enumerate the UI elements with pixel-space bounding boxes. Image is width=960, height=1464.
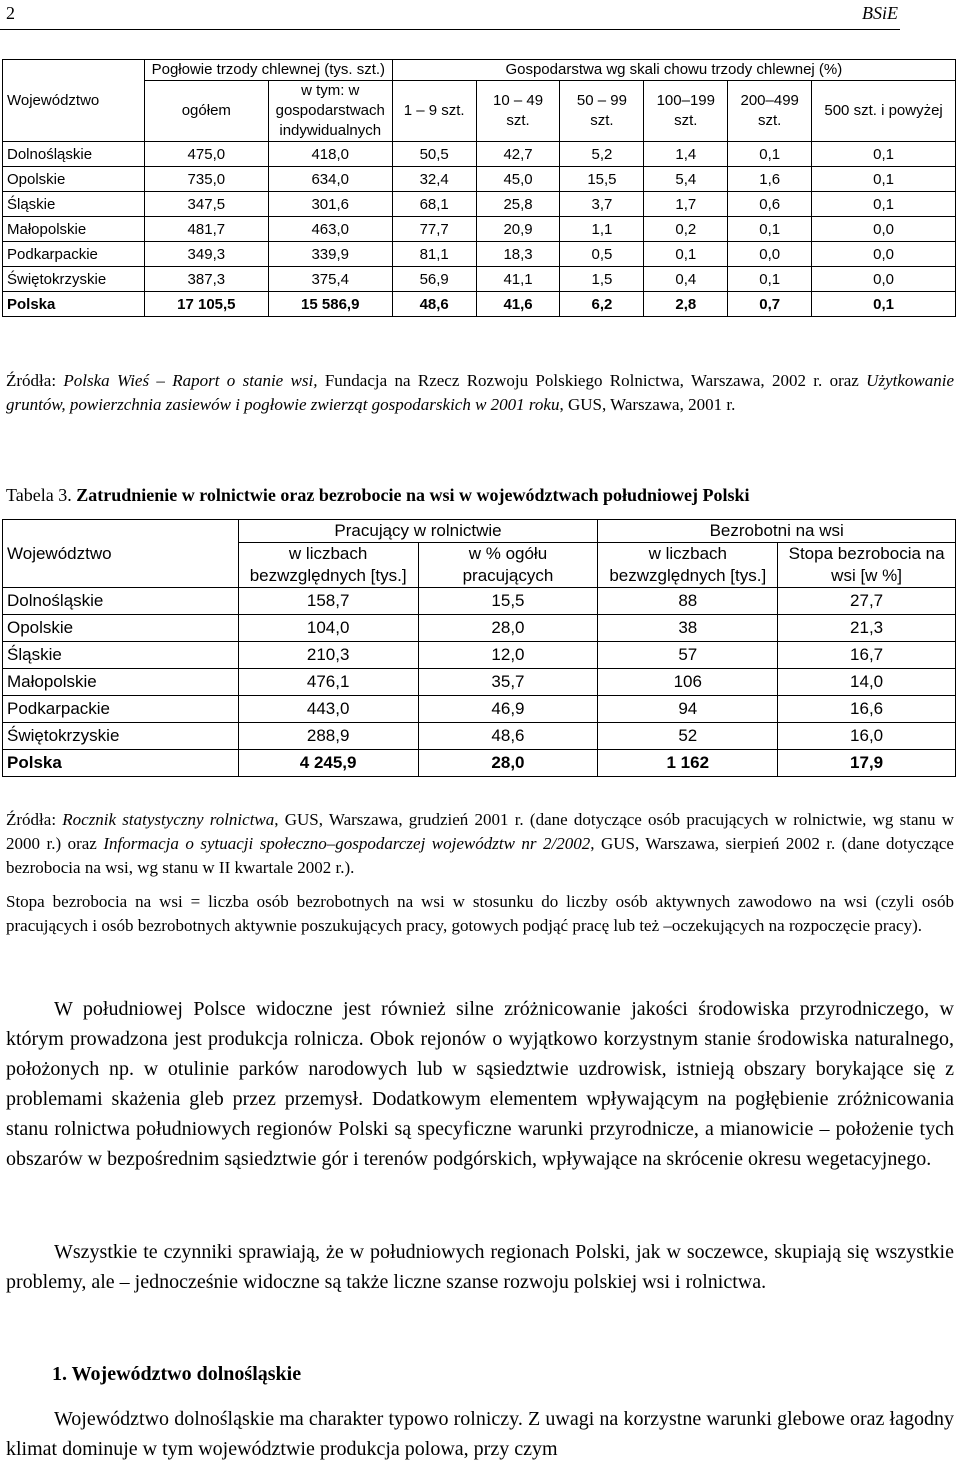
- table-row: [3, 192, 956, 217]
- table-cell: 88: [598, 588, 778, 615]
- table-cell: 3,7: [560, 192, 644, 217]
- header-total: ogółem: [144, 81, 268, 142]
- table-cell: 68,1: [392, 192, 476, 217]
- table-row: [3, 723, 956, 750]
- table-cell: 52: [598, 723, 778, 750]
- table-cell: 301,6: [268, 192, 392, 217]
- table-cell: 56,9: [392, 267, 476, 292]
- table-cell: 0,5: [560, 242, 644, 267]
- table-row: [3, 267, 956, 292]
- table-row: [3, 167, 956, 192]
- table-row: [3, 615, 956, 642]
- table-cell: 20,9: [476, 217, 560, 242]
- table-header-row: [3, 60, 956, 81]
- header-unemployed: Bezrobotni na wsi: [598, 520, 956, 543]
- header-farm-scale: Gospodarstwa wg skali chowu trzody chlewnej (%): [392, 60, 955, 81]
- table-cell: 463,0: [268, 217, 392, 242]
- source-title: Użytkowanie gruntów, powierzchnia zasiewów i pogłowie zwierząt gospodarskich w 2001 roku: [6, 371, 954, 414]
- header-pig-population: Pogłowie trzody chlewnej (tys. szt.): [144, 60, 392, 81]
- table-row: [3, 696, 956, 723]
- table-caption: [6, 483, 954, 507]
- region-name: Śląskie: [3, 192, 145, 217]
- table-cell: 81,1: [392, 242, 476, 267]
- table-cell: 106: [598, 669, 778, 696]
- header-region: Województwo: [3, 520, 239, 588]
- table-cell: 16,7: [778, 642, 956, 669]
- body-paragraph: Województwo dolnośląskie ma charakter typowo rolniczy. Z uwagi na korzystne warunki glebowe oraz łagodny klimat dominuje w tym województwie produkcja polowa, przy czym: [6, 1408, 954, 1460]
- table-row: [3, 142, 956, 167]
- table-cell: 0,1: [728, 217, 812, 242]
- total-region: Polska: [3, 750, 239, 777]
- region-name: Opolskie: [3, 615, 239, 642]
- total-cell: 15 586,9: [268, 292, 392, 317]
- header-working: Pracujący w rolnictwie: [238, 520, 598, 543]
- region-name: Dolnośląskie: [3, 588, 239, 615]
- pig-population-table: [2, 59, 956, 317]
- total-cell: 48,6: [392, 292, 476, 317]
- region-name: Podkarpackie: [3, 242, 145, 267]
- table-cell: 57: [598, 642, 778, 669]
- table-cell: 475,0: [144, 142, 268, 167]
- region-name: Świętokrzyskie: [3, 267, 145, 292]
- header-sub-1: w liczbach bezwzględnych [tys.]: [238, 543, 418, 588]
- table-cell: 349,3: [144, 242, 268, 267]
- table-cell: 35,7: [418, 669, 598, 696]
- table-cell: 0,2: [644, 217, 728, 242]
- table-cell: 1,1: [560, 217, 644, 242]
- table-cell: 48,6: [418, 723, 598, 750]
- table-cell: 5,4: [644, 167, 728, 192]
- table-cell: 5,2: [560, 142, 644, 167]
- region-name: Śląskie: [3, 642, 239, 669]
- table-cell: 32,4: [392, 167, 476, 192]
- table-cell: 28,0: [418, 615, 598, 642]
- running-head: BSiE: [862, 3, 898, 23]
- table-row: [3, 217, 956, 242]
- table-cell: 481,7: [144, 217, 268, 242]
- caption-title: Zatrudnienie w rolnictwie oraz bezrobocie na wsi w województwach południowej Polski: [76, 485, 750, 505]
- header-size-5: 200–499 szt.: [728, 81, 812, 142]
- table-cell: 0,4: [644, 267, 728, 292]
- table-cell: 418,0: [268, 142, 392, 167]
- table-cell: 158,7: [238, 588, 418, 615]
- table-row: [3, 588, 956, 615]
- header-sub-2: w % ogółu pracujących: [418, 543, 598, 588]
- table-cell: 210,3: [238, 642, 418, 669]
- definition-note: Stopa bezrobocia na wsi = liczba osób bezrobotnych na wsi w stosunku do liczby osób aktywnych zawodowo na wsi (czyli osób pracujących i osób bezrobotnych aktywnie poszukujących pracy, gotowych podjąć pracę lub też –oczekujących na rozpoczęcie pracy).: [6, 892, 954, 935]
- table-cell: 443,0: [238, 696, 418, 723]
- table-cell: 46,9: [418, 696, 598, 723]
- total-cell: 6,2: [560, 292, 644, 317]
- table-cell: 0,0: [812, 242, 956, 267]
- source-title: Informacja o sytuacji społeczno–gospodarczej województw nr 2/2002: [103, 834, 591, 853]
- table-body: [3, 588, 956, 750]
- table-cell: 50,5: [392, 142, 476, 167]
- employment-table: [2, 519, 956, 777]
- table-cell: 15,5: [418, 588, 598, 615]
- table-cell: 1,6: [728, 167, 812, 192]
- header-rule: [0, 29, 900, 30]
- total-cell: 17,9: [778, 750, 956, 777]
- header-size-1: 1 – 9 szt.: [392, 81, 476, 142]
- table-cell: 339,9: [268, 242, 392, 267]
- table-cell: 347,5: [144, 192, 268, 217]
- table-cell: 1,4: [644, 142, 728, 167]
- table-cell: 25,8: [476, 192, 560, 217]
- total-cell: 0,7: [728, 292, 812, 317]
- page-number: 2: [6, 3, 15, 23]
- total-cell: 1 162: [598, 750, 778, 777]
- region-name: Świętokrzyskie: [3, 723, 239, 750]
- table-cell: 104,0: [238, 615, 418, 642]
- table-header-row: [3, 520, 956, 543]
- source-note-2: Źródła: Rocznik statystyczny rolnictwa, GUS, Warszawa, grudzień 2001 r. (dane dotyczące osób pracujących w rolnictwie, wg stanu w 2000 r.) oraz Informacja o sytuacji społeczno–gospodarczej województw nr 2/2002, GUS, Warszawa, sierpień 2002 r. (dane dotyczące bezrobocia na wsi, wg stanu w II kwartale 2002 r.).: [6, 810, 954, 877]
- header-size-6: 500 szt. i powyżej: [812, 81, 956, 142]
- table-cell: 288,9: [238, 723, 418, 750]
- table-subheader-row: [3, 81, 956, 142]
- table-total-row: [3, 750, 956, 777]
- section-heading: 1. Województwo dolnośląskie: [52, 1363, 302, 1385]
- table-cell: 1,7: [644, 192, 728, 217]
- table-cell: 38: [598, 615, 778, 642]
- body-paragraph: Wszystkie te czynniki sprawiają, że w południowych regionach Polski, jak w soczewce, skupiają się wszystkie problemy, ale – jednocześnie widoczne są także liczne szanse rozwoju polskiej wsi i rolnictwa.: [6, 1241, 954, 1293]
- table-cell: 0,1: [728, 142, 812, 167]
- header-size-2: 10 – 49 szt.: [476, 81, 560, 142]
- table-cell: 14,0: [778, 669, 956, 696]
- total-region: Polska: [3, 292, 145, 317]
- header-sub-4: Stopa bezrobocia na wsi [w %]: [778, 543, 956, 588]
- region-name: Małopolskie: [3, 669, 239, 696]
- table-cell: 0,1: [644, 242, 728, 267]
- table-cell: 0,1: [812, 142, 956, 167]
- source-note-1: Źródła: Polska Wieś – Raport o stanie wsi, Fundacja na Rzecz Rozwoju Polskiego Rolnictwa, Warszawa, 2002 r. oraz Użytkowanie gruntów, powierzchnia zasiewów i pogłowie zwierząt gospodarskich w 2001 roku, GUS, Warszawa, 2001 r.: [6, 371, 954, 414]
- table-cell: 634,0: [268, 167, 392, 192]
- table-cell: 1,5: [560, 267, 644, 292]
- table-cell: 0,6: [728, 192, 812, 217]
- table-cell: 42,7: [476, 142, 560, 167]
- body-paragraph: W południowej Polsce widoczne jest również silne zróżnicowanie jakości środowiska przyrodniczego, w którym prowadzona jest produkcja rolnicza. Obok rejonów o wyjątkowo korzystnym stanie środowiska naturalnego, położonych np. w otulinie parków narodowych lub w sąsiedztwie uzdrowisk, istnieją obszary borykające się z problemami skażenia gleb przez przemysł. Dodatkowym elementem wpływającym na pogłębienie zróżnicowania stanu rolnictwa południowych regionów Polski są specyficzne warunki przyrodnicze, a mianowicie – położenie tych obszarów w bezpośrednim sąsiedztwie gór i terenów podgórskich, wpływające na skrócenie okresu wegetacyjnego.: [6, 998, 954, 1170]
- table-cell: 0,0: [812, 217, 956, 242]
- table-cell: 375,4: [268, 267, 392, 292]
- source-title: Rocznik statystyczny rolnictwa: [62, 810, 275, 829]
- total-cell: 41,6: [476, 292, 560, 317]
- region-name: Podkarpackie: [3, 696, 239, 723]
- total-cell: 17 105,5: [144, 292, 268, 317]
- header-sub-3: w liczbach bezwzględnych [tys.]: [598, 543, 778, 588]
- region-name: Małopolskie: [3, 217, 145, 242]
- table-cell: 18,3: [476, 242, 560, 267]
- table-cell: 77,7: [392, 217, 476, 242]
- header-individual: w tym: w gospodarstwach indywidualnych: [268, 81, 392, 142]
- source-title: Polska Wieś – Raport o stanie wsi,: [63, 371, 318, 390]
- table-cell: 0,1: [728, 267, 812, 292]
- region-name: Opolskie: [3, 167, 145, 192]
- total-cell: 2,8: [644, 292, 728, 317]
- table-cell: 16,0: [778, 723, 956, 750]
- table-cell: 0,0: [728, 242, 812, 267]
- table-row: [3, 669, 956, 696]
- table-cell: 41,1: [476, 267, 560, 292]
- table-cell: 45,0: [476, 167, 560, 192]
- table-row: [3, 242, 956, 267]
- page-header: [0, 0, 960, 30]
- table-cell: 21,3: [778, 615, 956, 642]
- table-cell: 15,5: [560, 167, 644, 192]
- table-row: [3, 642, 956, 669]
- table-cell: 387,3: [144, 267, 268, 292]
- table-cell: 0,0: [812, 267, 956, 292]
- table-cell: 12,0: [418, 642, 598, 669]
- table-cell: 476,1: [238, 669, 418, 696]
- table-cell: 16,6: [778, 696, 956, 723]
- table-cell: 0,1: [812, 167, 956, 192]
- total-cell: 4 245,9: [238, 750, 418, 777]
- header-region: Województwo: [3, 60, 145, 142]
- total-cell: 0,1: [812, 292, 956, 317]
- header-size-3: 50 – 99 szt.: [560, 81, 644, 142]
- table-cell: 94: [598, 696, 778, 723]
- table-body: [3, 142, 956, 292]
- table-cell: 0,1: [812, 192, 956, 217]
- table-total-row: [3, 292, 956, 317]
- region-name: Dolnośląskie: [3, 142, 145, 167]
- table-cell: 735,0: [144, 167, 268, 192]
- table-cell: 27,7: [778, 588, 956, 615]
- header-size-4: 100–199 szt.: [644, 81, 728, 142]
- caption-label: Tabela 3.: [6, 485, 77, 505]
- total-cell: 28,0: [418, 750, 598, 777]
